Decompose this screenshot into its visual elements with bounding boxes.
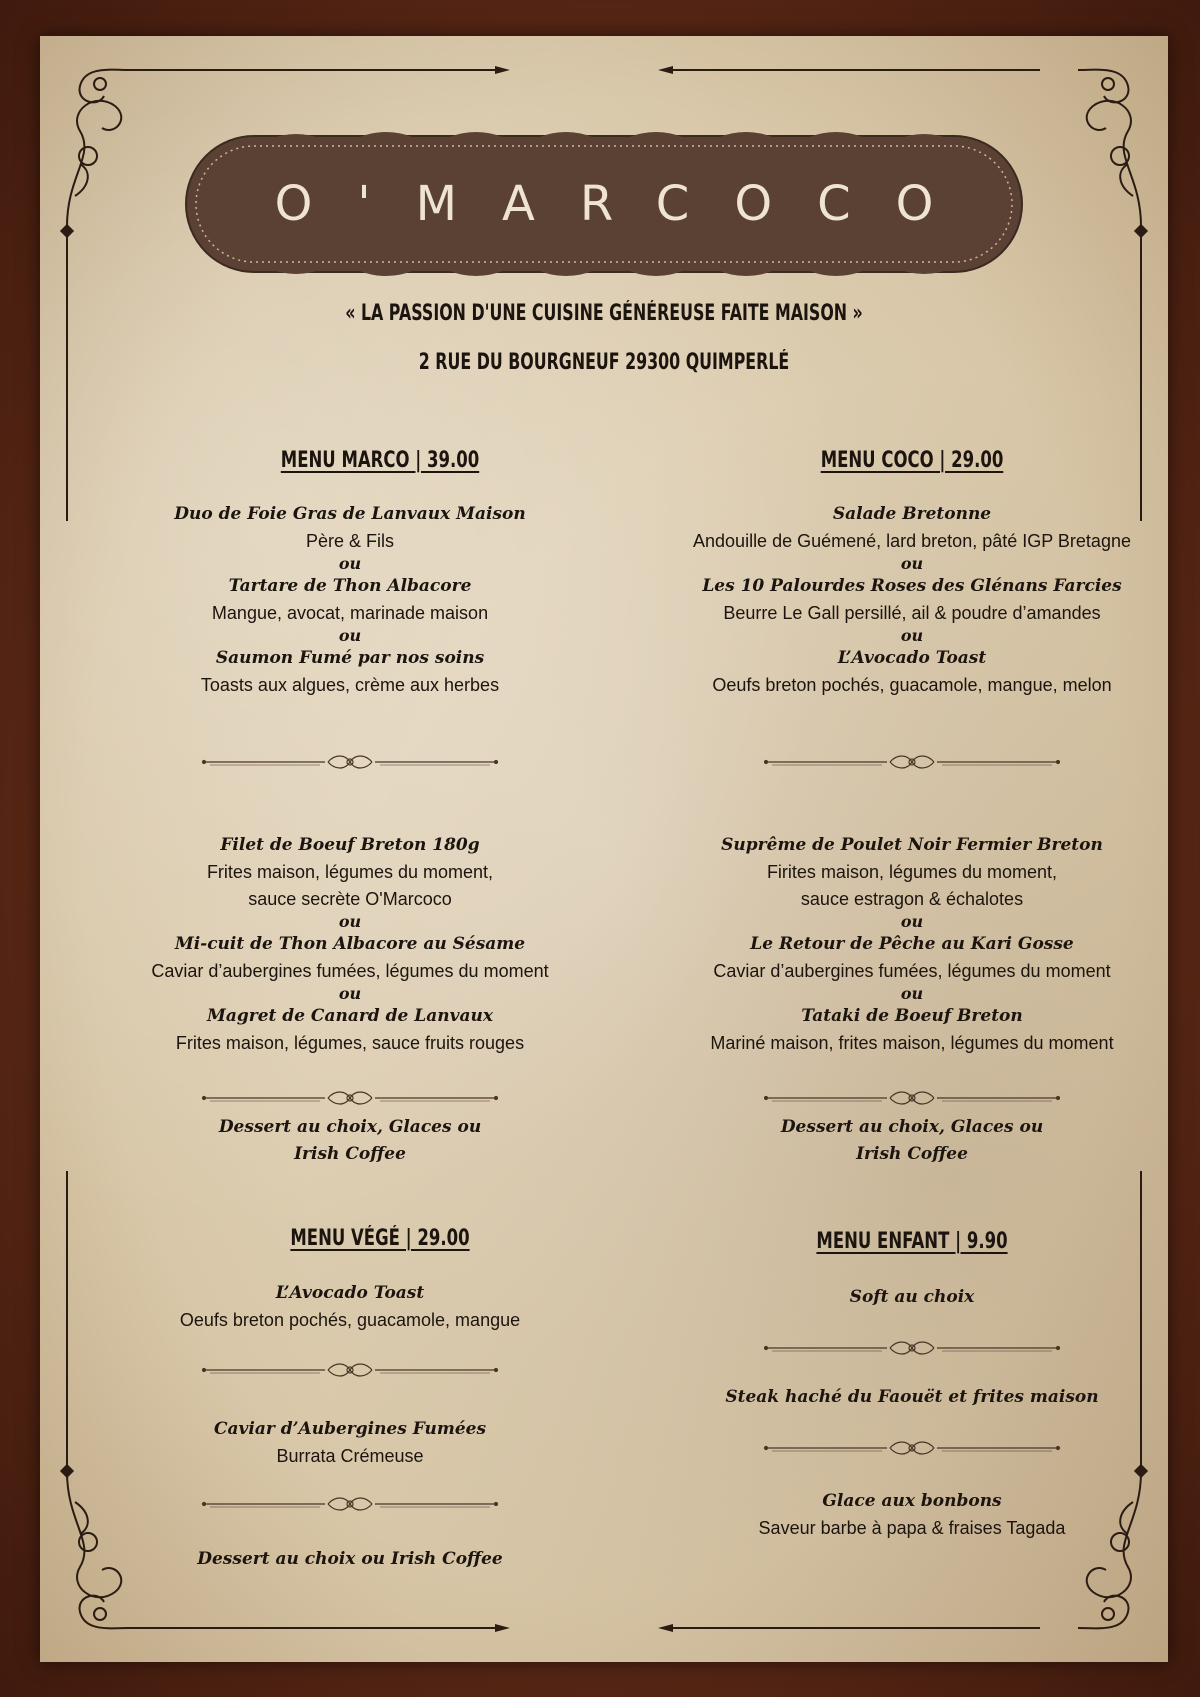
menu-marco-dessert <box>80 1114 620 1168</box>
dish-desc: Burrata Crémeuse <box>276 1446 424 1466</box>
menu-coco-mains <box>642 832 1182 1057</box>
dish-desc: Frites maison, légumes, sauce fruits rouges <box>175 1033 525 1053</box>
dish-name: Mi-cuit de Thon Albacore au Sésame <box>174 934 526 954</box>
dessert-line: Dessert au choix, Glaces ou <box>218 1117 482 1137</box>
dish-desc: Caviar d’aubergines fumées, légumes du moment <box>151 961 549 981</box>
dish-name: Tataki de Boeuf Breton <box>801 1006 1023 1026</box>
dessert-line: Irish Coffee <box>294 1144 406 1164</box>
dish-name: L’Avocado Toast <box>837 648 987 668</box>
dish-desc: Beurre Le Gall persillé, ail & poudre d’amandes <box>723 603 1101 623</box>
dish-name: Glace aux bonbons <box>822 1491 1002 1511</box>
or-separator: ou <box>900 912 924 931</box>
or-separator: ou <box>338 984 362 1003</box>
logo-text: O'MARCOCO <box>274 176 979 232</box>
dish-desc: Saveur barbe à papa & fraises Tagada <box>758 1518 1066 1538</box>
dish-name: Saumon Fumé par nos soins <box>215 648 485 668</box>
ornament-divider <box>200 1358 500 1382</box>
dish-name: Suprême de Poulet Noir Fermier Breton <box>721 835 1103 855</box>
or-separator: ou <box>900 554 924 573</box>
dessert-line: Irish Coffee <box>856 1144 968 1164</box>
menu-paper <box>40 36 1168 1662</box>
dish-name: Le Retour de Pêche au Kari Gosse <box>750 934 1074 954</box>
menu-coco-dessert <box>642 1114 1182 1168</box>
ornament-divider <box>762 1436 1062 1460</box>
menu-enfant-item3 <box>642 1488 1182 1542</box>
dish-name: L’Avocado Toast <box>275 1283 425 1303</box>
ornament-divider <box>200 1492 500 1516</box>
ornament-divider <box>762 1086 1062 1110</box>
dish-desc: Andouille de Guémené, lard breton, pâté IGP Bretagne <box>693 531 1131 551</box>
dish-desc: Firites maison, légumes du moment, <box>766 862 1058 882</box>
or-separator: ou <box>338 554 362 573</box>
menu-enfant-title: MENU ENFANT | 9.90 <box>816 1229 1008 1254</box>
dish-desc: Caviar d’aubergines fumées, légumes du moment <box>713 961 1111 981</box>
menu-vege-item2 <box>80 1416 620 1470</box>
dish-desc: Toasts aux algues, crème aux herbes <box>200 675 500 695</box>
dish-desc: Frites maison, légumes du moment, <box>206 862 494 882</box>
ornament-divider <box>200 750 500 774</box>
dish-desc: sauce estragon & échalotes <box>800 889 1024 909</box>
dish-name: Soft au choix <box>849 1287 975 1307</box>
ornament-divider <box>762 1336 1062 1360</box>
menu-coco-title: MENU COCO | 29.00 <box>820 448 1004 473</box>
or-separator: ou <box>338 912 362 931</box>
dish-name: Duo de Foie Gras de Lanvaux Maison <box>174 504 526 524</box>
dish-name: Caviar d’Aubergines Fumées <box>213 1419 487 1439</box>
or-separator: ou <box>900 626 924 645</box>
menu-coco-starters <box>622 501 1200 699</box>
menu-vege-item1 <box>80 1280 620 1334</box>
menu-vege-dessert <box>80 1546 620 1573</box>
dish-name: Magret de Canard de Lanvaux <box>207 1006 493 1026</box>
dish-name: Filet de Boeuf Breton 180g <box>220 835 480 855</box>
dish-desc: Mangue, avocat, marinade maison <box>211 603 489 623</box>
menu-enfant-item1 <box>642 1284 1182 1311</box>
address: 2 RUE DU BOURGNEUF 29300 QUIMPERLÉ <box>418 350 790 375</box>
dessert-line: Dessert au choix, Glaces ou <box>780 1117 1044 1137</box>
dish-name: Tartare de Thon Albacore <box>228 576 472 596</box>
dish-name: Salade Bretonne <box>832 504 992 524</box>
dish-name: Steak haché du Faouët et frites maison <box>725 1387 1099 1407</box>
dish-desc: Mariné maison, frites maison, légumes du moment <box>710 1033 1114 1053</box>
menu-marco-title: MENU MARCO | 39.00 <box>280 448 480 473</box>
dish-desc: sauce secrète O'Marcoco <box>248 889 452 909</box>
dessert-line: Dessert au choix ou Irish Coffee <box>197 1549 503 1569</box>
tagline: « LA PASSION D'UNE CUISINE GÉNÉREUSE FAITE MAISON » <box>345 301 863 326</box>
or-separator: ou <box>338 626 362 645</box>
or-separator: ou <box>900 984 924 1003</box>
menu-vege-title: MENU VÉGÉ | 29.00 <box>290 1226 470 1251</box>
dish-desc: Père & Fils <box>305 531 395 551</box>
ornament-divider <box>762 750 1062 774</box>
dish-desc: Oeufs breton pochés, guacamole, mangue <box>179 1310 521 1330</box>
dish-name: Les 10 Palourdes Roses des Glénans Farcies <box>702 576 1122 596</box>
dish-desc: Oeufs breton pochés, guacamole, mangue, melon <box>712 675 1112 695</box>
restaurant-logo <box>184 130 1024 278</box>
menu-marco-mains <box>80 832 620 1057</box>
menu-enfant-item2 <box>642 1384 1182 1411</box>
menu-marco-starters <box>80 501 620 699</box>
ornament-divider <box>200 1086 500 1110</box>
